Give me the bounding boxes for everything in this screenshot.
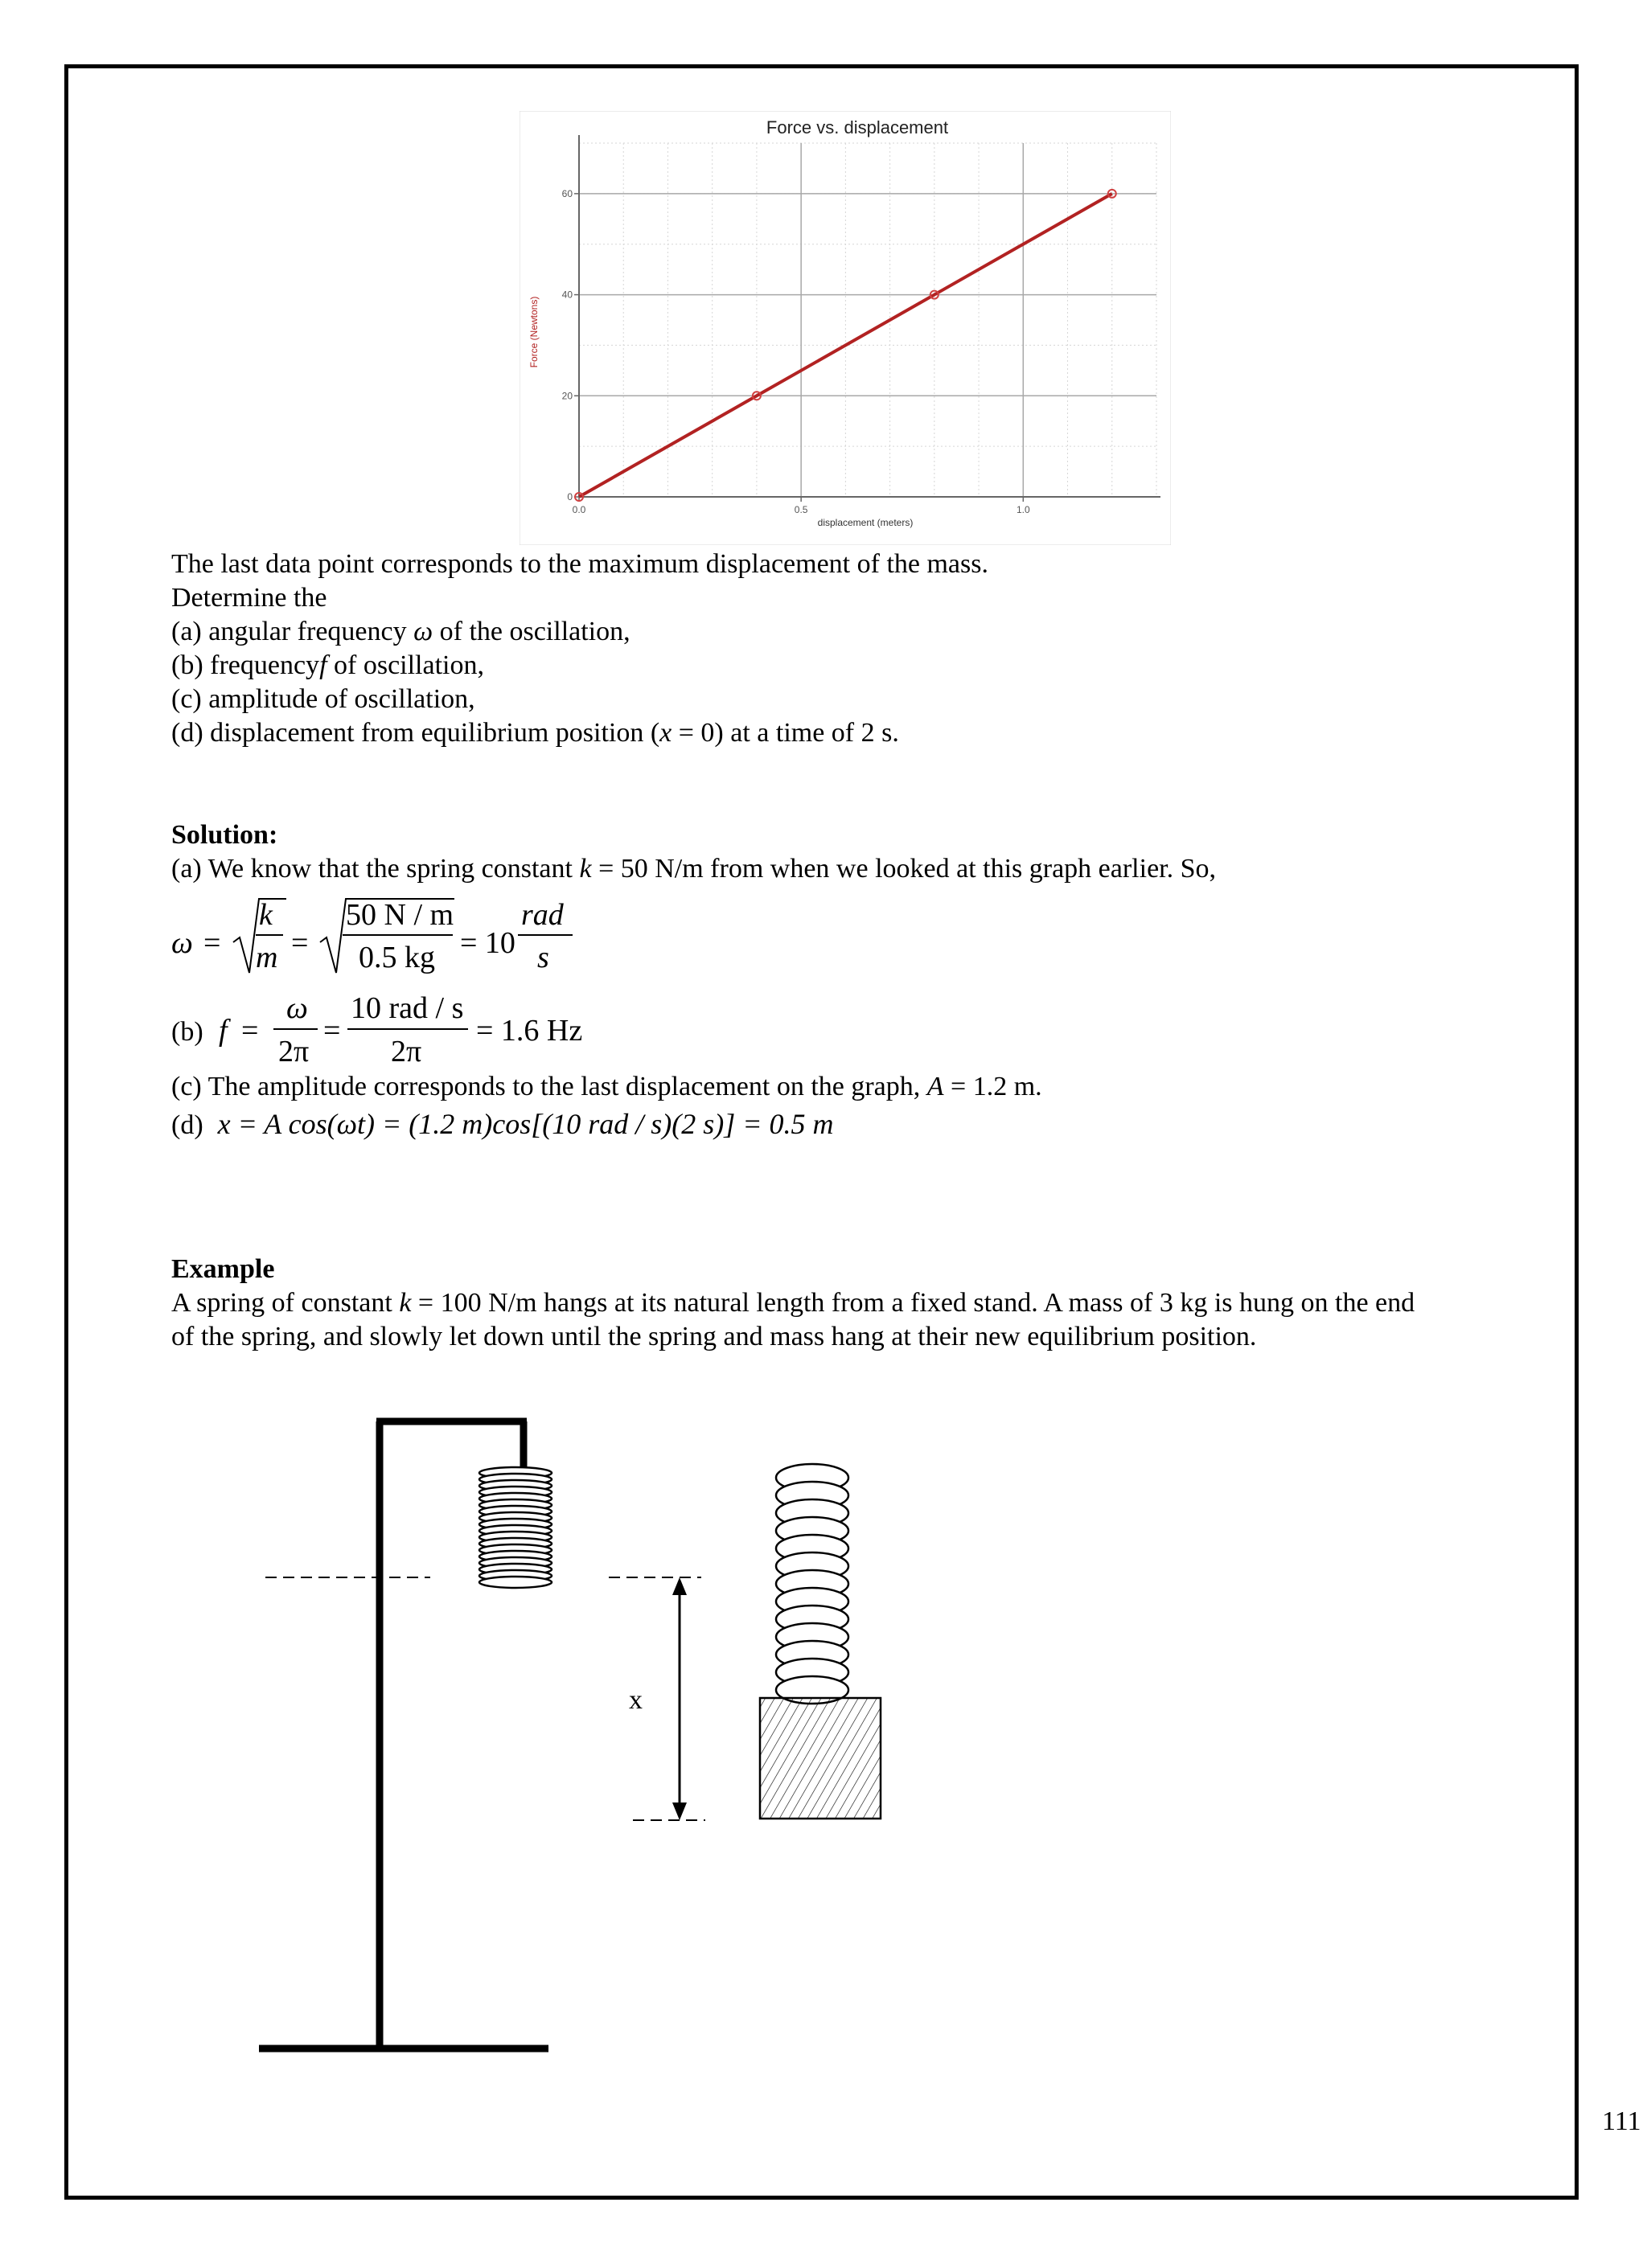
spring-natural-length: [479, 1467, 552, 1588]
eq-a-equals-3: = 10: [460, 926, 515, 960]
problem-item-a-text-2: of the oscillation,: [433, 617, 630, 646]
chart-x-tick-label: 1.0: [1016, 504, 1030, 515]
eq-b-num-2: 10 rad / s: [351, 991, 464, 1025]
problem-intro-1: The last data point corresponds to the maximum displacement of the mass.: [171, 549, 988, 579]
solution-a-text-1: (a) We know that the spring constant: [171, 854, 580, 884]
spring-coil: [479, 1577, 552, 1588]
problem-item-b-text-2: of oscillation,: [327, 650, 484, 680]
eq-a-den-2: 0.5 kg: [359, 941, 435, 974]
chart-y-tick-label: 0: [567, 491, 573, 502]
chart-x-tick-label: 0.0: [572, 504, 586, 515]
problem-item-c: (c) amplitude of oscillation,: [171, 684, 475, 714]
eq-a-den-1: m: [256, 941, 278, 974]
problem-item-d-text-1: (d) displacement from equilibrium position (: [171, 718, 660, 748]
eq-b-den-1: 2π: [278, 1035, 310, 1068]
problem-item-a-text-1: (a) angular frequency: [171, 617, 414, 646]
solution-d-equation: x = A cos(ωt) = (1.2 m)cos[(10 rad / s)(2 s)] = 0.5 m: [217, 1108, 834, 1140]
eq-a-omega: ω: [171, 926, 193, 960]
eq-b-equals-2: =: [323, 1014, 341, 1048]
displacement-arrow-head-up: [672, 1577, 687, 1595]
problem-item-a-symbol: ω: [413, 617, 433, 646]
eq-b-label: (b): [171, 1017, 203, 1047]
hanging-mass: [760, 1698, 881, 1819]
displacement-x-label: x: [629, 1685, 643, 1715]
solution-a-text-2: = 50 N/m from when we looked at this graph earlier. So,: [591, 854, 1217, 884]
chart-y-tick-label: 60: [561, 187, 573, 199]
solution-a-k-symbol: k: [579, 854, 592, 884]
problem-item-d-symbol: x: [659, 718, 672, 748]
eq-a-equals-1: =: [203, 926, 221, 960]
solution-heading: Solution:: [171, 820, 278, 850]
example-heading: Example: [171, 1254, 275, 1284]
problem-item-d-text-2: = 0) at a time of 2 s.: [672, 718, 899, 748]
spring-stretched: [776, 1464, 848, 1704]
problem-item-b-symbol: f: [319, 650, 327, 680]
example-line-2: of the spring, and slowly let down until the spring and mass hang at their new equilibrium position.: [171, 1322, 1257, 1351]
problem-intro-2: Determine the: [171, 583, 327, 613]
solution-d-label: (d): [171, 1110, 203, 1140]
chart-y-tick-label: 40: [561, 289, 573, 301]
solution-c-text-2: = 1.2 m.: [943, 1072, 1042, 1101]
page-number: 111: [1602, 2106, 1641, 2136]
eq-b-equals-1: =: [241, 1014, 259, 1048]
displacement-arrow-head-down: [672, 1803, 687, 1820]
solution-c-symbol: A: [926, 1072, 944, 1101]
eq-b-den-2: 2π: [391, 1035, 422, 1068]
chart-x-axis-label: displacement (meters): [817, 517, 914, 528]
eq-b-result: = 1.6 Hz: [476, 1014, 583, 1048]
chart-y-axis-label: Force (Newtons): [528, 296, 540, 368]
eq-a-den-3: s: [537, 941, 549, 974]
eq-a-equals-2: =: [291, 926, 309, 960]
example-k-symbol: k: [399, 1288, 412, 1318]
example-line-1-text-b: = 100 N/m hangs at its natural length from a fixed stand. A mass of 3 kg is hung on the end: [411, 1288, 1415, 1318]
chart-title: Force vs. displacement: [766, 117, 949, 137]
eq-a-num-2: 50 N / m: [346, 898, 454, 932]
chart-x-tick-label: 0.5: [794, 504, 808, 515]
eq-a-num-3: rad: [521, 898, 564, 932]
eq-b-num-1: ω: [286, 991, 308, 1025]
problem-item-b-text-1: (b) frequency: [171, 650, 320, 680]
example-line-1-text-a: A spring of constant: [171, 1288, 400, 1318]
eq-a-num-1: k: [259, 898, 273, 932]
solution-c-text-1: (c) The amplitude corresponds to the last displacement on the graph,: [171, 1072, 927, 1101]
eq-b-f: f: [219, 1014, 228, 1048]
chart-y-tick-label: 20: [561, 390, 573, 402]
